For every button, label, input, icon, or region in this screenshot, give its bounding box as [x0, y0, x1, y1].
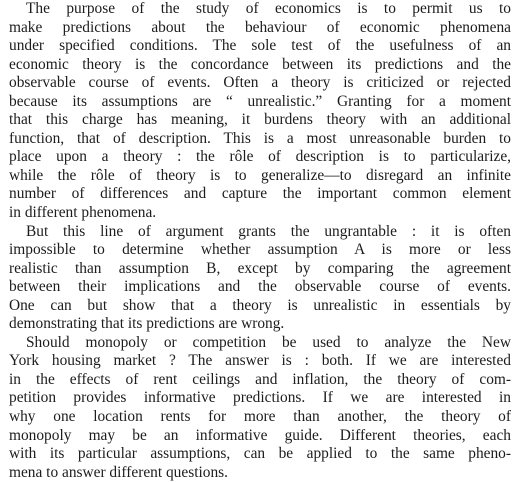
text-line: Should monopoly or competition be used to analyze the New	[26, 333, 511, 351]
text-line: place upon a theory : the rôle of description is to particularize,	[9, 148, 511, 166]
document-page	[9, 0, 511, 482]
paragraph-housing-market	[9, 334, 511, 482]
text-line: make predictions about the behaviour of economic phenomena	[9, 18, 511, 36]
text-line: realistic than assumption B, except by comparing the agreement	[9, 259, 511, 277]
text-line: in the effects of rent ceilings and inflation, the theory of com-	[9, 370, 511, 388]
paragraph-purpose	[9, 0, 511, 223]
text-line: why one location rents for more than another, the theory of	[9, 408, 511, 426]
text-line: But this line of argument grants the ungrantable : it is often	[26, 222, 511, 240]
text-line: monopoly may be an informative guide. Different theories, each	[9, 426, 511, 444]
text-line: observable course of events. Often a theory is criticized or rejected	[9, 74, 511, 92]
text-line: under specified conditions. The sole test of the usefulness of an	[9, 37, 511, 55]
text-line: demonstrating that its predictions are wrong.	[9, 315, 285, 333]
text-line: between their implications and the observable course of events.	[9, 278, 511, 296]
text-line: because its assumptions are “ unrealistic.” Granting for a moment	[9, 92, 511, 110]
text-line: The purpose of the study of economics is to permit us to	[26, 0, 511, 17]
text-line: economic theory is the concordance between its predictions and the	[9, 55, 511, 73]
text-line: impossible to determine whether assumption A is more or less	[9, 241, 511, 259]
text-line: function, that of description. This is a most unreasonable burden to	[9, 129, 511, 147]
text-line: petition provides informative predictions. If we are interested in	[9, 389, 511, 407]
text-line: mena to answer different questions.	[9, 463, 228, 481]
paragraph-ungrantable	[9, 223, 511, 334]
text-line: York housing market ? The answer is : both. If we are interested	[9, 352, 511, 370]
text-line: while the rôle of theory is to generalize—to disregard an infinite	[9, 166, 511, 184]
text-line: with its particular assumptions, can be applied to the same pheno-	[9, 445, 511, 463]
text-line: in different phenomena.	[9, 204, 157, 222]
text-line: number of differences and capture the important common element	[9, 185, 511, 203]
text-line: that this charge has meaning, it burdens theory with an additional	[9, 111, 511, 129]
text-line: One can but show that a theory is unrealistic in essentials by	[9, 296, 511, 314]
